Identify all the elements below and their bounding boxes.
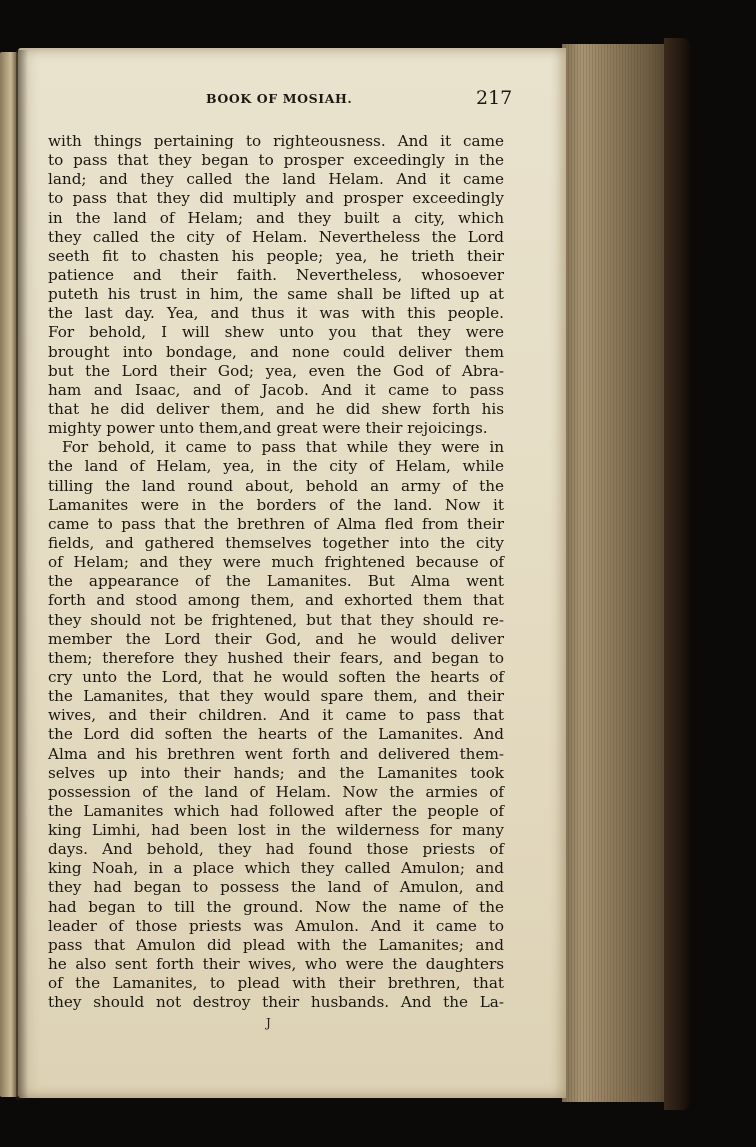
book-cover-edge bbox=[664, 38, 690, 1110]
text-line: days. And behold, they had found those priests of bbox=[48, 840, 504, 859]
text-line: patience and their faith. Nevertheless, whosoever bbox=[48, 265, 504, 284]
text-line: they had began to possess the land of Amulon, and bbox=[48, 878, 504, 897]
text-line: the appearance of the Lamanites. But Alma went bbox=[48, 572, 504, 591]
text-line: puteth his trust in him, the same shall be lifted up at bbox=[48, 285, 504, 304]
text-line: but the Lord their God; yea, even the God of Abra- bbox=[48, 361, 504, 380]
text-line: them; therefore they hushed their fears, and began to bbox=[48, 648, 504, 667]
text-line: leader of those priests was Amulon. And it came to bbox=[48, 916, 504, 935]
body-text bbox=[48, 132, 504, 1012]
text-line: came to pass that the brethren of Alma fled from their bbox=[48, 514, 504, 533]
text-line: the Lord did soften the hearts of the Lamanites. And bbox=[48, 725, 504, 744]
text-line: cry unto the Lord, that he would soften the hearts of bbox=[48, 667, 504, 686]
text-line: pass that Amulon did plead with the Lamanites; and bbox=[48, 935, 504, 954]
text-line: mighty power unto them,and great were their rejoicings. bbox=[48, 419, 488, 438]
text-line: wives, and their children. And it came to pass that bbox=[48, 706, 504, 725]
text-line: selves up into their hands; and the Lamanites took bbox=[48, 763, 504, 782]
text-line: that he did deliver them, and he did shew forth his bbox=[48, 399, 504, 418]
text-line: of the Lamanites, to plead with their brethren, that bbox=[48, 974, 504, 993]
text-line: fields, and gathered themselves together into the city bbox=[48, 533, 504, 552]
text-line: they called the city of Helam. Nevertheless the Lord bbox=[48, 227, 504, 246]
text-line: land; and they called the land Helam. And it came bbox=[48, 170, 504, 189]
text-line: tilling the land round about, behold an army of the bbox=[48, 476, 504, 495]
text-line: member the Lord their God, and he would deliver bbox=[48, 629, 504, 648]
page-number: 217 bbox=[476, 87, 513, 109]
text-line: the Lamanites which had followed after the people of bbox=[48, 801, 504, 820]
text-line: brought into bondage, and none could deliver them bbox=[48, 342, 504, 361]
text-line: ham and Isaac, and of Jacob. And it came to pass bbox=[48, 380, 504, 399]
text-line: Lamanites were in the borders of the land. Now it bbox=[48, 495, 504, 514]
text-line: For behold, I will shew unto you that they were bbox=[48, 323, 504, 342]
text-line: to pass that they began to prosper exceedingly in the bbox=[48, 151, 504, 170]
text-line: forth and stood among them, and exhorted them that bbox=[48, 591, 504, 610]
text-line: king Limhi, had been lost in the wilderness for many bbox=[48, 821, 504, 840]
text-line: of Helam; and they were much frightened because of bbox=[48, 553, 504, 572]
text-line: with things pertaining to righteousness. And it came bbox=[48, 132, 504, 150]
page-fore-edge bbox=[562, 44, 670, 1102]
text-line: had began to till the ground. Now the name of the bbox=[48, 897, 504, 916]
text-line: king Noah, in a place which they called Amulon; and bbox=[48, 859, 504, 878]
gutter-shadow bbox=[16, 50, 28, 1100]
text-line: in the land of Helam; and they built a city, which bbox=[48, 208, 504, 227]
text-line: seeth fit to chasten his people; yea, he trieth their bbox=[48, 246, 504, 265]
text-line: For behold, it came to pass that while they were in bbox=[62, 438, 504, 457]
text-line: the last day. Yea, and thus it was with this people. bbox=[48, 304, 504, 323]
text-line: the land of Helam, yea, in the city of Helam, while bbox=[48, 457, 504, 476]
text-line: to pass that they did multiply and prosper exceedingly bbox=[48, 189, 504, 208]
text-line: they should not destroy their husbands. And the La- bbox=[48, 993, 504, 1012]
text-line: possession of the land of Helam. Now the armies of bbox=[48, 782, 504, 801]
text-line: Alma and his brethren went forth and delivered them- bbox=[48, 744, 504, 763]
text-line: the Lamanites, that they would spare them, and their bbox=[48, 687, 504, 706]
text-line: he also sent forth their wives, who were the daughters bbox=[48, 955, 504, 974]
running-head: BOOK OF MOSIAH. bbox=[206, 91, 353, 106]
signature-mark: J bbox=[266, 1016, 271, 1030]
text-line: they should not be frightened, but that they should re- bbox=[48, 610, 504, 629]
